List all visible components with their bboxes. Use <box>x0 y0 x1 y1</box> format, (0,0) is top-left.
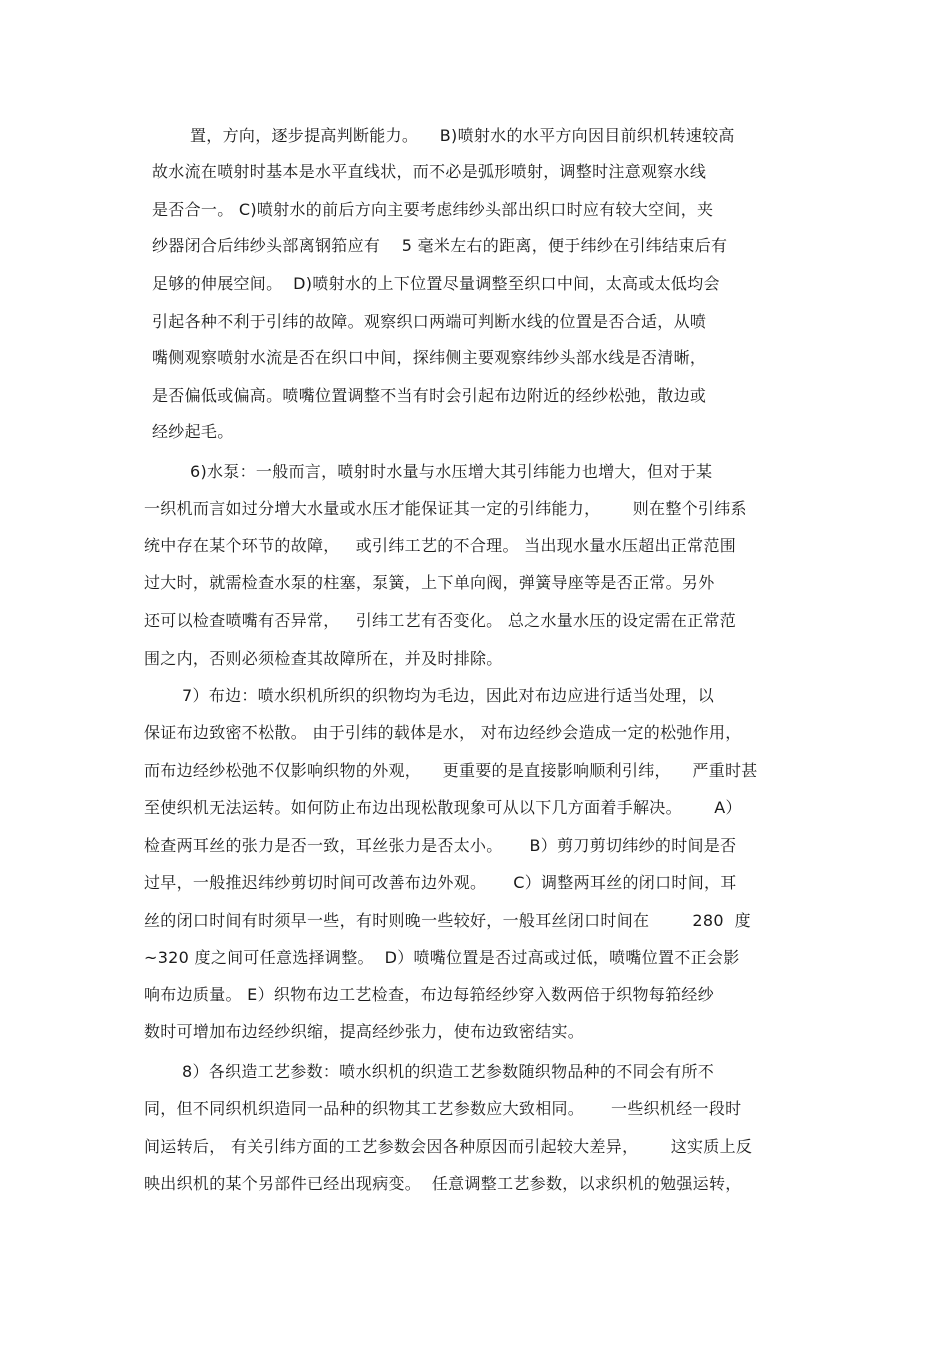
text-line: 引起各种不利于引纬的故障。观察织口两端可判断水线的位置是否合适，从喷 <box>152 312 707 331</box>
text-line: 检查两耳丝的张力是否一致，耳丝张力是否太小。 B）剪刀剪切纬纱的时间是否 <box>144 836 737 855</box>
text-line: 映出织机的某个另部件已经出现病变。 任意调整工艺参数，以求织机的勉强运转， <box>144 1174 742 1193</box>
text-line: 保证布边致密不松散。 由于引纬的载体是水， 对布边经纱会造成一定的松弛作用， <box>144 723 742 742</box>
text-line: 8）各织造工艺参数：喷水织机的织造工艺参数随织物品种的不同会有所不 <box>182 1062 715 1081</box>
text-line: 同，但不同织机织造同一品种的织物其工艺参数应大致相同。 一些织机经一段时 <box>144 1099 742 1118</box>
text-line: 一织机而言如过分增大水量或水压才能保证其一定的引纬能力， 则在整个引纬系 <box>144 499 747 518</box>
text-line: 间运转后， 有关引纬方面的工艺参数会因各种原因而引起较大差异， 这实质上反 <box>144 1137 753 1156</box>
text-line: 6)水泵：一般而言，喷射时水量与水压增大其引纬能力也增大，但对于某 <box>190 462 713 481</box>
text-line: 故水流在喷射时基本是水平直线状，而不必是弧形喷射，调整时注意观察水线 <box>152 162 707 181</box>
text-line: 7）布边：喷水织机所织的织物均为毛边，因此对布边应进行适当处理，以 <box>182 686 715 705</box>
text-line: 置，方向，逐步提高判断能力。 B)喷射水的水平方向因目前织机转速较高 <box>190 126 735 145</box>
text-line: 统中存在某个环节的故障， 或引纬工艺的不合理。 当出现水量水压超出正常范围 <box>144 536 737 555</box>
text-line: ~320 度之间可任意选择调整。 D）喷嘴位置是否过高或过低，喷嘴位置不正会影 <box>144 948 740 967</box>
text-line: 而布边经纱松弛不仅影响织物的外观， 更重要的是直接影响顺利引纬， 严重时甚 <box>144 761 758 780</box>
text-line: 过早，一般推迟纬纱剪切时间可改善布边外观。 C）调整两耳丝的闭口时间，耳 <box>144 873 737 892</box>
text-line: 至使织机无法运转。如何防止布边出现松散现象可从以下几方面着手解决。 A） <box>144 798 742 817</box>
text-line: 经纱起毛。 <box>152 422 234 441</box>
text-line: 嘴侧观察喷射水流是否在织口中间，探纬侧主要观察纬纱头部水线是否清晰， <box>152 348 707 367</box>
text-line: 围之内，否则必须检查其故障所在，并及时排除。 <box>144 649 503 668</box>
text-line: 足够的伸展空间。 D)喷射水的上下位置尽量调整至织口中间，太高或太低均会 <box>152 274 720 293</box>
text-line: 纱器闭合后纬纱头部离钢筘应有 5 毫米左右的距离，便于纬纱在引纬结束后有 <box>152 236 728 255</box>
text-line: 数时可增加布边经纱织缩，提高经纱张力，使布边致密结实。 <box>144 1022 585 1041</box>
text-line: 响布边质量。 E）织物布边工艺检查，布边每筘经纱穿入数两倍于织物每筘经纱 <box>144 985 714 1004</box>
text-line: 是否偏低或偏高。喷嘴位置调整不当有时会引起布边附近的经纱松弛，散边或 <box>152 386 707 405</box>
text-line: 丝的闭口时间有时须早一些，有时则晚一些较好，一般耳丝闭口时间在 280 度 <box>144 911 751 930</box>
text-line: 还可以检查喷嘴有否异常， 引纬工艺有否变化。 总之水量水压的设定需在正常范 <box>144 611 737 630</box>
text-line: 是否合一。 C)喷射水的前后方向主要考虑纬纱头部出织口时应有较大空间，夹 <box>152 200 714 219</box>
text-line: 过大时，就需检查水泵的柱塞，泵簧，上下单向阀，弹簧导座等是否正常。另外 <box>144 573 715 592</box>
